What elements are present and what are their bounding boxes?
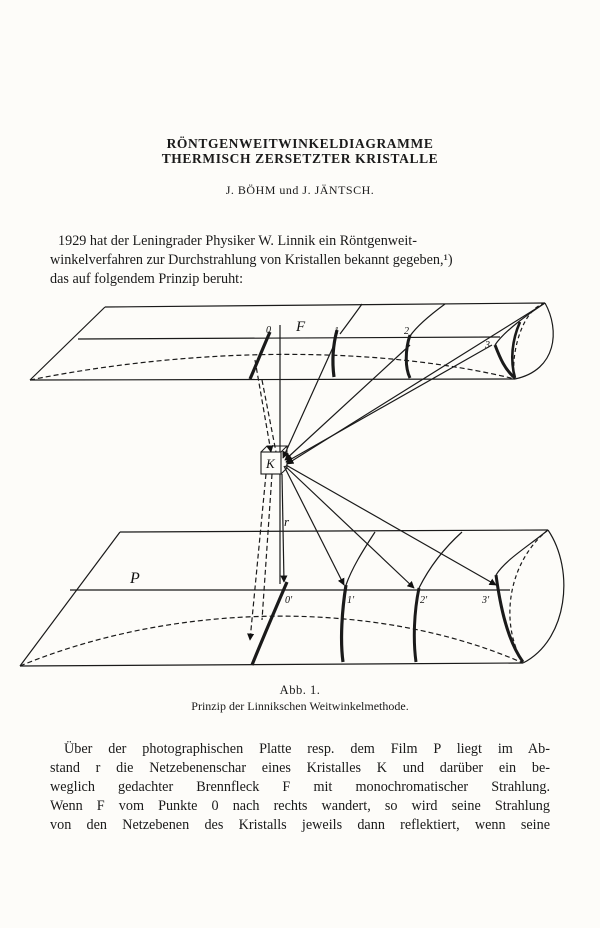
label-point-3-prime: 3' [482,595,490,606]
intro-line: 1929 hat der Leningrader Physiker W. Linnik ein Röntgenweit- [58,233,417,249]
top-film [30,303,553,380]
intro-line: das auf folgendem Prinzip beruht: [50,271,244,287]
body-line: von den Netzebenen des Kristalls jeweils dann reflektiert, wenn seine [50,817,550,833]
label-point-0-prime: 0' [285,595,293,606]
body-line: Wenn F vom Punkte 0 nach rechts wandert, so wird seine Strahlung [50,798,550,814]
article-title-line-1: RÖNTGENWEITWINKELDIAGRAMME [166,136,434,151]
label-point-3: 3 [485,340,490,351]
article-title-line-2: THERMISCH ZERSETZTER KRISTALLE [161,151,439,166]
label-P: P [130,570,140,587]
body-line: stand r die Netzebenenschar eines Kristalles K und darüber ein be- [50,760,550,776]
figure-caption: Prinzip der Linnikschen Weitwinkelmethode. [191,699,409,713]
linnik-diagram [0,292,600,677]
intro-paragraph [50,232,550,289]
label-point-1: 1 [334,326,339,337]
body-line: Über der photographischen Platte resp. dem Film P liegt im Ab- [64,741,550,757]
label-r: r [284,514,290,529]
body-paragraph [50,740,550,835]
label-point-2-prime: 2' [420,595,428,606]
label-point-1-prime: 1' [347,595,355,606]
intro-line: winkelverfahren zur Durchstrahlung von Kristallen bekannt gegeben,¹) [50,252,453,268]
label-point-2: 2 [404,326,409,337]
figure-number: Abb. 1. [279,683,321,697]
label-F: F [296,319,306,335]
label-point-0: 0 [266,325,271,336]
authors: J. BÖHM und J. JÄNTSCH. [225,183,375,197]
body-line: weglich gedachter Brennfleck F mit monochromatischer Strahlung. [50,779,550,795]
label-K: K [266,456,275,471]
